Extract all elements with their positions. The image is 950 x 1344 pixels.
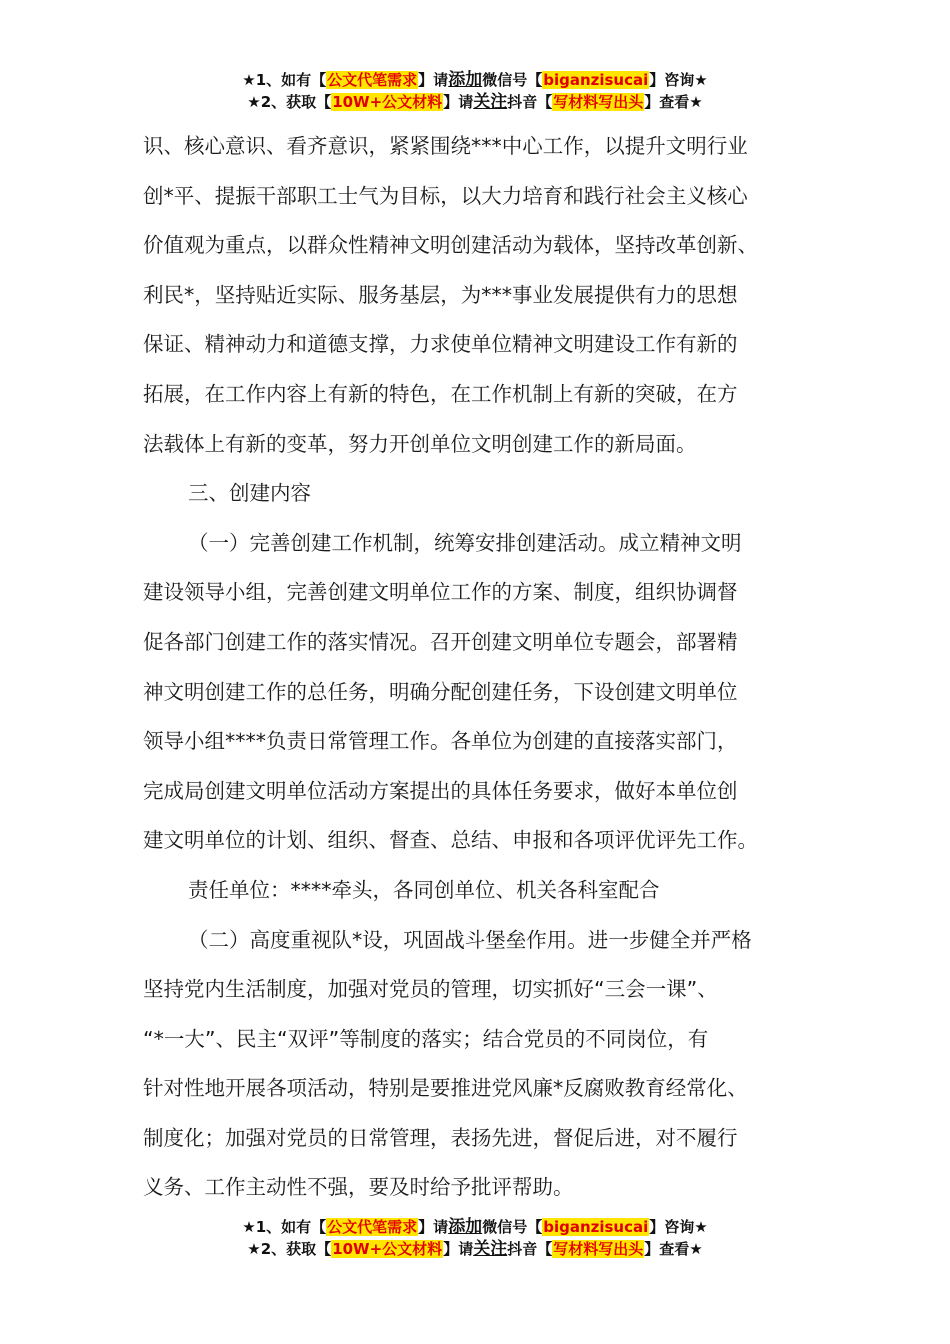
banner-line-2 bbox=[0, 1238, 950, 1260]
highlight-douyin-id: 写材料写出头 bbox=[553, 93, 644, 111]
body-line: 法载体上有新的变革，努力开创单位文明创建工作的新局面。 bbox=[143, 431, 697, 456]
section-heading: 三、创建内容 bbox=[188, 481, 311, 506]
body-line: 建文明单位的计划、组织、督查、总结、申报和各项评优评先工作。 bbox=[143, 828, 758, 853]
banner-emphasis: 添加 bbox=[448, 1217, 483, 1237]
body-line: 创*平、提振干部职工士气为目标，以大力培育和践行社会主义核心 bbox=[143, 183, 748, 208]
body-line: （二）高度重视队*设，巩固战斗堡垒作用。进一步健全并严格 bbox=[188, 927, 752, 952]
banner-text: 】咨询★ bbox=[649, 1218, 708, 1236]
highlight-douyin-id: 写材料写出头 bbox=[553, 1240, 644, 1258]
banner-emphasis: 关注 bbox=[473, 92, 508, 112]
banner-text: ★1、如有【 bbox=[242, 1218, 327, 1236]
banner-emphasis: 关注 bbox=[473, 1239, 508, 1259]
highlight-wechat-id: biganzisucai bbox=[543, 1218, 649, 1236]
body-line: 利民*，坚持贴近实际、服务基层，为***事业发展提供有力的思想 bbox=[143, 282, 738, 307]
banner-text: 】请 bbox=[418, 71, 449, 89]
banner-line-2 bbox=[0, 91, 950, 113]
banner-emphasis: 添加 bbox=[448, 70, 483, 90]
banner-text: 】查看★ bbox=[644, 93, 703, 111]
body-line: 保证、精神动力和道德支撑，力求使单位精神文明建设工作有新的 bbox=[143, 332, 738, 357]
highlight-service: 公文代笔需求 bbox=[327, 1218, 418, 1236]
body-line: 建设领导小组，完善创建文明单位工作的方案、制度，组织协调督 bbox=[143, 580, 738, 605]
highlight-wechat-id: biganzisucai bbox=[543, 71, 649, 89]
body-line: “*一大”、民主“双评”等制度的落实；结合党员的不同岗位，有 bbox=[143, 1026, 709, 1051]
body-line: 神文明创建工作的总任务，明确分配创建任务，下设创建文明单位 bbox=[143, 679, 738, 704]
banner-text: 】请 bbox=[443, 1240, 474, 1258]
body-line: 针对性地开展各项活动，特别是要推进党风廉*反腐败教育经常化、 bbox=[143, 1076, 748, 1101]
body-line: 完成局创建文明单位活动方案提出的具体任务要求，做好本单位创 bbox=[143, 778, 738, 803]
banner-text: 】请 bbox=[418, 1218, 449, 1236]
banner-line-1 bbox=[0, 1216, 950, 1238]
footer-banner bbox=[0, 1216, 950, 1260]
highlight-service: 公文代笔需求 bbox=[327, 71, 418, 89]
body-line: 坚持党内生活制度，加强对党员的管理，切实抓好“三会一课”、 bbox=[143, 977, 718, 1002]
banner-text: 】咨询★ bbox=[649, 71, 708, 89]
body-line: （一）完善创建工作机制，统筹安排创建活动。成立精神文明 bbox=[188, 530, 742, 555]
body-line: 领导小组****负责日常管理工作。各单位为创建的直接落实部门， bbox=[143, 729, 738, 754]
body-line: 价值观为重点，以群众性精神文明创建活动为载体，坚持改革创新、 bbox=[143, 233, 758, 258]
banner-text: 】请 bbox=[443, 93, 474, 111]
body-line: 拓展，在工作内容上有新的特色，在工作机制上有新的突破，在方 bbox=[143, 381, 738, 406]
document-body bbox=[143, 122, 823, 1213]
banner-text: ★1、如有【 bbox=[242, 71, 327, 89]
banner-text: 微信号【 bbox=[482, 71, 543, 89]
body-line: 识、核心意识、看齐意识，紧紧围绕***中心工作，以提升文明行业 bbox=[143, 134, 748, 158]
highlight-materials: 10W+公文材料 bbox=[332, 93, 443, 111]
banner-text: ★2、获取【 bbox=[247, 93, 332, 111]
banner-text: 】查看★ bbox=[644, 1240, 703, 1258]
header-banner bbox=[0, 69, 950, 113]
body-line: 制度化；加强对党员的日常管理，表扬先进，督促后进，对不履行 bbox=[143, 1125, 738, 1150]
banner-text: 抖音【 bbox=[507, 1240, 553, 1258]
banner-text: ★2、获取【 bbox=[247, 1240, 332, 1258]
body-line: 促各部门创建工作的落实情况。召开创建文明单位专题会，部署精 bbox=[143, 629, 738, 654]
highlight-materials: 10W+公文材料 bbox=[332, 1240, 443, 1258]
body-line: 义务、工作主动性不强，要及时给予批评帮助。 bbox=[143, 1175, 574, 1200]
banner-text: 微信号【 bbox=[482, 1218, 543, 1236]
responsibility-line: 责任单位：****牵头，各同创单位、机关各科室配合 bbox=[188, 877, 660, 902]
banner-line-1 bbox=[0, 69, 950, 91]
banner-text: 抖音【 bbox=[507, 93, 553, 111]
